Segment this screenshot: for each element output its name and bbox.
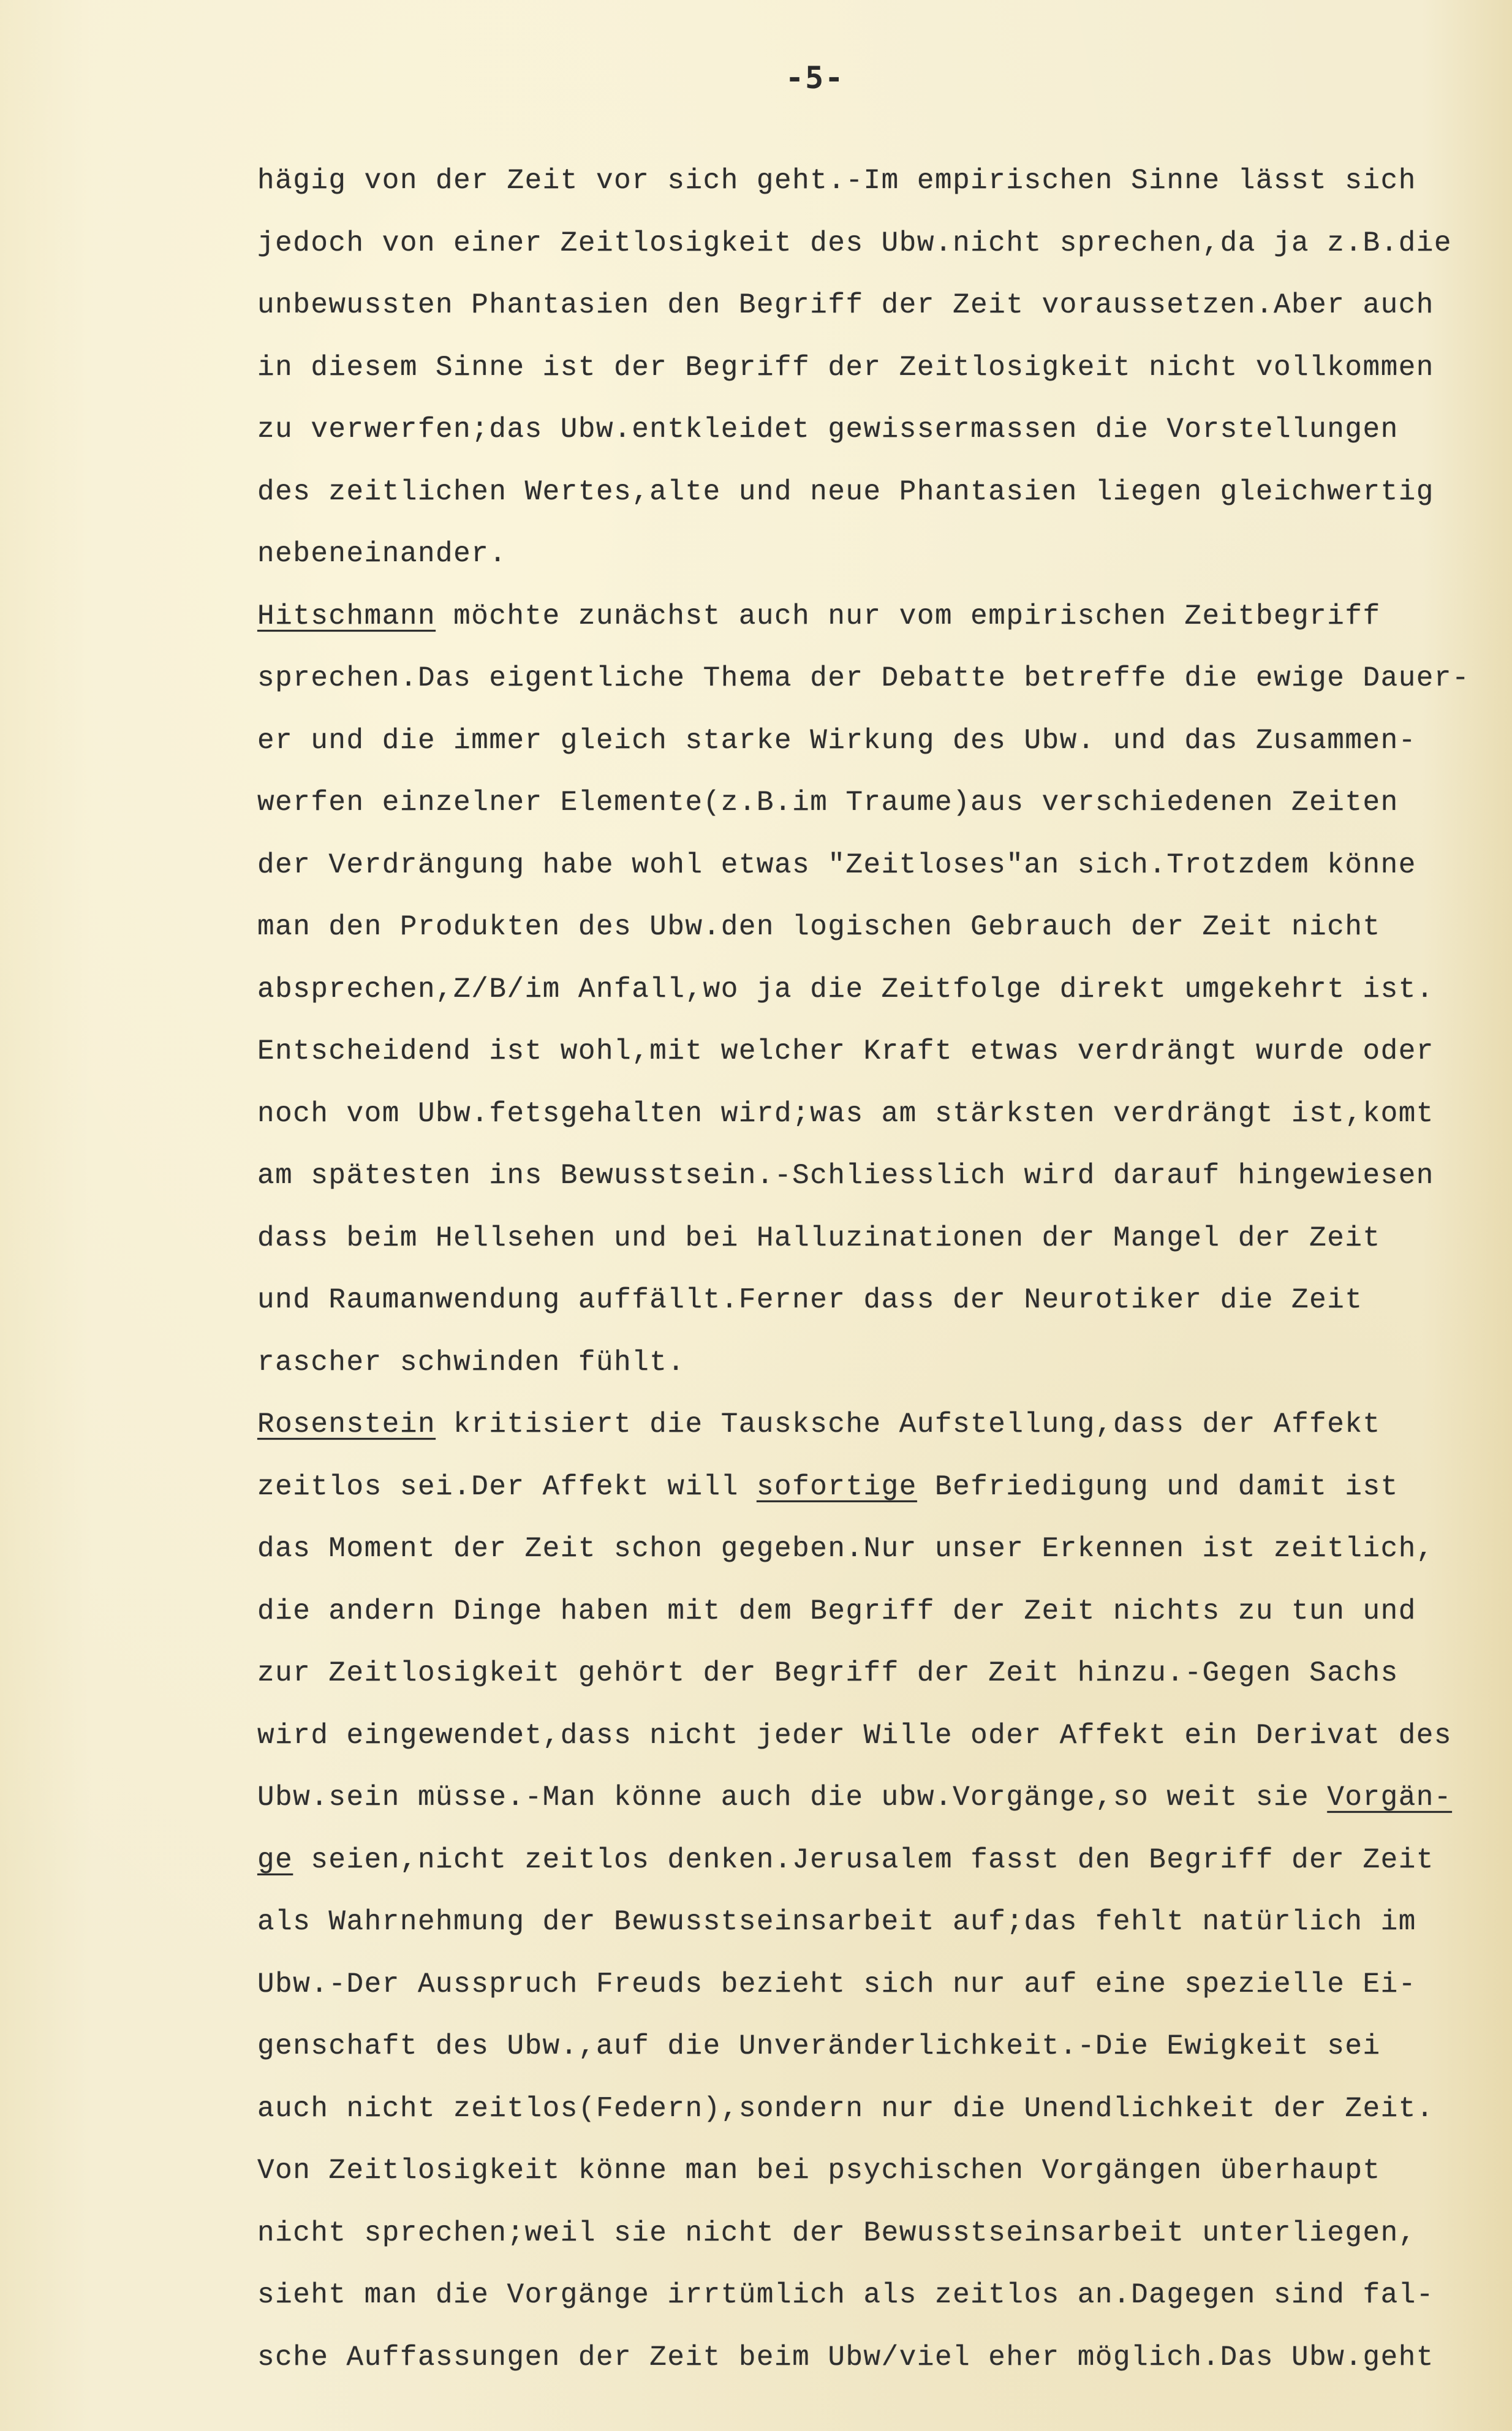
text-line [257, 1269, 1495, 1332]
line-text: Von Zeitlosigkeit könne man bei psychischen Vorgängen überhaupt [257, 2155, 1381, 2187]
line-text: der Verdrängung habe wohl etwas "Zeitloses"an sich.Trotzdem könne [257, 849, 1416, 881]
body-text [257, 150, 1495, 2389]
text-line [257, 2140, 1495, 2202]
text-line [257, 896, 1495, 959]
text-line [257, 1394, 1495, 1456]
line-text: noch vom Ubw.fetsgehalten wird;was am stärksten verdrängt ist,komt [257, 1097, 1434, 1130]
underlined-name: Hitschmann [257, 600, 436, 632]
line-text: jedoch von einer Zeitlosigkeit des Ubw.nicht sprechen,da ja z.B.die [257, 227, 1453, 259]
text-line [257, 1767, 1495, 1829]
line-text: man den Produkten des Ubw.den logischen Gebrauch der Zeit nicht [257, 911, 1381, 943]
underlined-name: ge [257, 1843, 293, 1876]
line-text: zeitlos sei.Der Affekt will [257, 1470, 757, 1503]
line-text: sieht man die Vorgänge irrtümlich als zeitlos an.Dagegen sind fal- [257, 2279, 1434, 2311]
underlined-name: Vorgän- [1327, 1782, 1453, 1813]
text-line [257, 1705, 1495, 1767]
line-text: absprechen,Z/B/im Anfall,wo ja die Zeitfolge direkt umgekehrt ist. [257, 973, 1434, 1005]
line-text: Befriedigung und damit ist [917, 1470, 1399, 1503]
text-line [257, 959, 1495, 1021]
line-text: und Raumanwendung auffällt.Ferner dass der Neurotiker die Zeit [257, 1284, 1363, 1316]
line-text: unbewussten Phantasien den Begriff der Zeit voraussetzen.Aber auch [257, 289, 1434, 321]
text-line [257, 399, 1495, 461]
line-text: seien,nicht zeitlos denken.Jerusalem fasst den Begriff der Zeit [293, 1843, 1434, 1876]
text-line [257, 150, 1495, 213]
text-line [257, 834, 1495, 897]
line-text: dass beim Hellsehen und bei Halluzinationen der Mangel der Zeit [257, 1222, 1381, 1254]
line-text: wird eingewendet,dass nicht jeder Wille oder Affekt ein Derivat des [257, 1719, 1453, 1752]
line-text: nicht sprechen;weil sie nicht der Bewusstseinsarbeit unterliegen, [257, 2217, 1416, 2249]
line-text: des zeitlichen Wertes,alte und neue Phantasien liegen gleichwertig [257, 475, 1434, 508]
underlined-name: sofortige [756, 1470, 917, 1503]
text-line [257, 1145, 1495, 1208]
line-text: sprechen.Das eigentliche Thema der Debatte betreffe die ewige Dauer- [257, 662, 1470, 694]
line-text: werfen einzelner Elemente(z.B.im Traume)aus verschiedenen Zeiten [257, 787, 1399, 819]
text-line [257, 772, 1495, 834]
line-text: sche Auffassungen der Zeit beim Ubw/viel eher möglich.Das Ubw.geht [257, 2341, 1434, 2373]
text-line [257, 1891, 1495, 1954]
text-line [257, 1083, 1495, 1146]
text-line [257, 1581, 1495, 1643]
line-text: rascher schwinden fühlt. [257, 1346, 686, 1378]
line-text: möchte zunächst auch nur vom empirischen Zeitbegriff [436, 600, 1381, 632]
line-text: zu verwerfen;das Ubw.entkleidet gewissermassen die Vorstellungen [257, 414, 1399, 445]
text-line [257, 2078, 1495, 2141]
page-number: -5- [785, 60, 845, 96]
text-line [257, 523, 1495, 586]
text-line [257, 461, 1495, 524]
line-text: Ubw.sein müsse.-Man könne auch die ubw.Vorgänge,so weit sie [257, 1782, 1328, 1813]
line-text: Ubw.-Der Ausspruch Freuds bezieht sich nur auf eine spezielle Ei- [257, 1968, 1416, 2000]
text-line [257, 1829, 1495, 1892]
line-text: auch nicht zeitlos(Federn),sondern nur die Unendlichkeit der Zeit. [257, 2092, 1434, 2125]
line-text: als Wahrnehmung der Bewusstseinsarbeit auf;das fehlt natürlich im [257, 1906, 1416, 1938]
text-line [257, 1518, 1495, 1581]
underlined-name: Rosenstein [257, 1408, 436, 1440]
text-line [257, 2016, 1495, 2078]
text-line [257, 337, 1495, 399]
line-text: am spätesten ins Bewusstsein.-Schliesslich wird darauf hingewiesen [257, 1160, 1434, 1192]
text-line [257, 1456, 1495, 1519]
text-line [257, 1332, 1495, 1394]
line-text: in diesem Sinne ist der Begriff der Zeitlosigkeit nicht vollkommen [257, 351, 1434, 384]
line-text: die andern Dinge haben mit dem Begriff der Zeit nichts zu tun und [257, 1595, 1416, 1627]
text-line [257, 648, 1495, 710]
line-text: kritisiert die Tausksche Aufstellung,dass der Affekt [436, 1408, 1381, 1440]
line-text: das Moment der Zeit schon gegeben.Nur unser Erkennen ist zeitlich, [257, 1533, 1434, 1565]
text-line [257, 2202, 1495, 2265]
text-line [257, 2264, 1495, 2327]
text-line [257, 1208, 1495, 1270]
text-line [257, 274, 1495, 337]
text-line [257, 213, 1495, 275]
text-line [257, 586, 1495, 648]
text-line [257, 1021, 1495, 1083]
text-line [257, 1954, 1495, 2016]
line-text: nebeneinander. [257, 538, 507, 570]
text-line [257, 710, 1495, 773]
line-text: zur Zeitlosigkeit gehört der Begriff der Zeit hinzu.-Gegen Sachs [257, 1657, 1399, 1689]
text-line [257, 1643, 1495, 1705]
text-line [257, 2327, 1495, 2389]
line-text: er und die immer gleich starke Wirkung des Ubw. und das Zusammen- [257, 724, 1416, 757]
line-text: Entscheidend ist wohl,mit welcher Kraft etwas verdrängt wurde oder [257, 1035, 1434, 1067]
line-text: genschaft des Ubw.,auf die Unveränderlichkeit.-Die Ewigkeit sei [257, 2030, 1381, 2062]
line-text: hägig von der Zeit vor sich geht.-Im empirischen Sinne lässt sich [257, 165, 1416, 197]
